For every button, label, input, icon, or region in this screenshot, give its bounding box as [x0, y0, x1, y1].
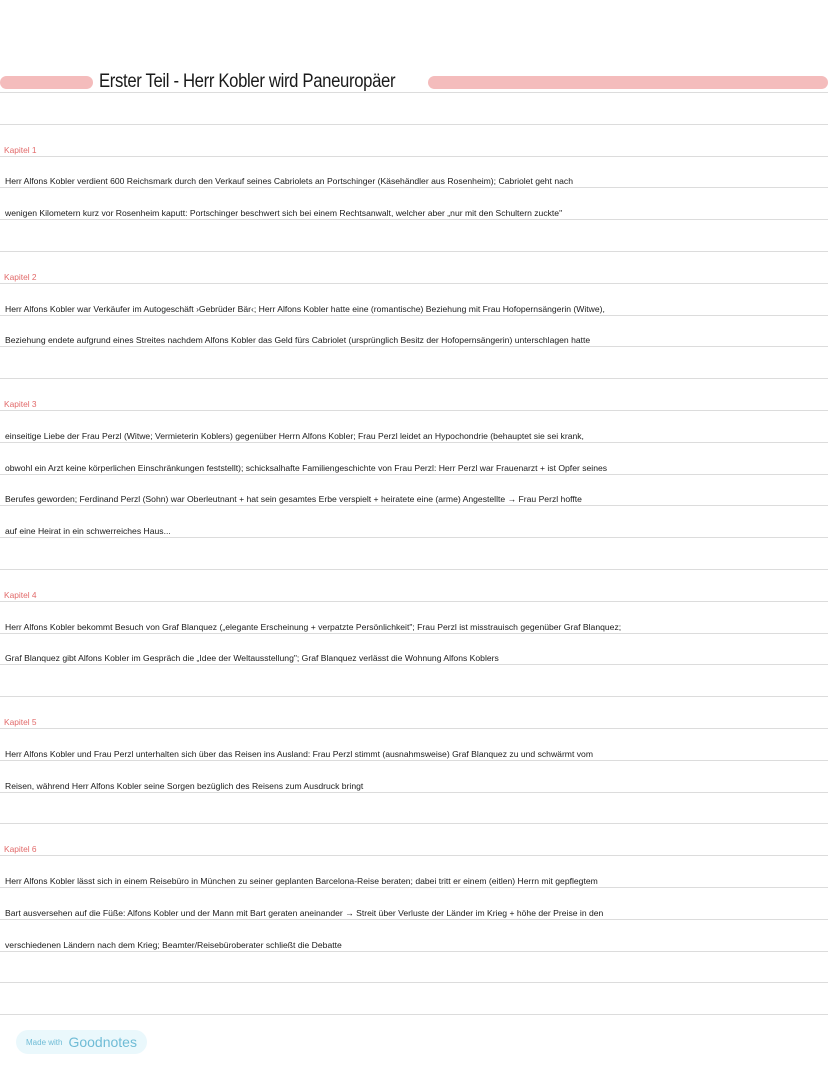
- ruled-line: [0, 187, 828, 188]
- ruled-line: [0, 951, 828, 952]
- note-line: auf eine Heirat in ein schwerreiches Haus...: [5, 526, 171, 537]
- title-highlight-left: [0, 76, 93, 89]
- note-line: Herr Alfons Kobler bekommt Besuch von Graf Blanquez („elegante Erscheinung + verpatzte Persönlichkeit"; Frau Perzl ist misstrauisch gegenüber Graf Blanquez;: [5, 621, 622, 632]
- chapter-heading: Kapitel 3: [4, 399, 37, 409]
- ruled-line: [0, 505, 828, 506]
- ruled-line: [0, 919, 828, 920]
- ruled-line: [0, 124, 828, 125]
- note-line: Reisen, während Herr Alfons Kobler seine Sorgen bezüglich des Reisens zum Ausdruck bringt: [5, 780, 364, 791]
- ruled-line: [0, 855, 828, 856]
- ruled-line: [0, 346, 828, 347]
- ruled-line: [0, 696, 828, 697]
- made-with-label: Made with: [26, 1037, 63, 1047]
- ruled-line: [0, 410, 828, 411]
- ruled-line: [0, 283, 828, 284]
- note-line: Herr Alfons Kobler und Frau Perzl unterhalten sich über das Reisen ins Ausland: Frau Perzl stimmt (ausnahmsweise) Graf Blanquez zu und schwärmt vom: [5, 748, 593, 759]
- ruled-line: [0, 823, 828, 824]
- note-line: Herr Alfons Kobler war Verkäufer im Autogeschäft ›Gebrüder Bär‹; Herr Alfons Kobler hatte eine (romantische) Beziehung mit Frau Hofopernsängerin (Witwe),: [5, 303, 605, 314]
- ruled-line: [0, 251, 828, 252]
- ruled-line: [0, 601, 828, 602]
- note-line: obwohl ein Arzt keine körperlichen Einschränkungen feststellt); schicksalhafte Familiengeschichte von Frau Perzl: Herr Perzl war Frauenarzt + ist Opfer seines: [5, 462, 608, 473]
- page-title: Erster Teil - Herr Kobler wird Paneuropäer: [99, 71, 396, 92]
- note-line: wenigen Kilometern kurz vor Rosenheim kaputt: Portschinger beschwert sich bei einem Rechtsanwalt, welcher aber „nur mit den Schultern zuckte": [5, 208, 563, 219]
- ruled-line: [0, 760, 828, 761]
- ruled-line: [0, 156, 828, 157]
- ruled-line: [0, 537, 828, 538]
- ruled-line: [0, 664, 828, 665]
- chapter-heading: Kapitel 2: [4, 271, 37, 282]
- ruled-line: [0, 887, 828, 888]
- note-line: verschiedenen Ländern nach dem Krieg; Beamter/Reisebüroberater schließt die Debatte: [5, 939, 342, 950]
- ruled-line: [0, 219, 828, 220]
- note-line: Herr Alfons Kobler lässt sich in einem Reisebüro in München zu seiner geplanten Barcelona-Reise beraten; dabei tritt er einem (eitlen) Herrn mit gepflegtem: [5, 876, 598, 886]
- ruled-line: [0, 633, 828, 634]
- chapter-heading: Kapitel 6: [4, 844, 37, 855]
- chapter-heading: Kapitel 1: [4, 144, 37, 155]
- ruled-line: [0, 728, 828, 729]
- note-line: Beziehung endete aufgrund eines Streites nachdem Alfons Kobler das Geld fürs Cabriolet (ursprünglich Besitz der Hofopernsängerin) unterschlagen hatte: [5, 335, 591, 346]
- ruled-line: [0, 1014, 828, 1015]
- goodnotes-badge[interactable]: [16, 1030, 147, 1054]
- goodnotes-brand: Goodnotes: [68, 1034, 137, 1050]
- note-line: Graf Blanquez gibt Alfons Kobler im Gespräch die „Idee der Weltausstellung"; Graf Blanquez verlässt die Wohnung Alfons Koblers: [5, 653, 499, 664]
- ruled-line: [0, 442, 828, 443]
- ruled-line: [0, 792, 828, 793]
- ruled-line: [0, 569, 828, 570]
- note-line: Bart ausversehen auf die Füße: Alfons Kobler und der Mann mit Bart geraten aneinander → Streit über Verluste der Länder im Krieg + höhe der Preise in den: [5, 907, 604, 918]
- ruled-line: [0, 378, 828, 379]
- note-line: einseitige Liebe der Frau Perzl (Witwe; Vermieterin Koblers) gegenüber Herrn Alfons Kobler; Frau Perzl leidet an Hypochondrie (behauptet sie sei krank,: [5, 430, 584, 441]
- chapter-heading: Kapitel 4: [4, 589, 37, 600]
- chapter-heading: Kapitel 5: [4, 717, 37, 727]
- note-line: Berufes geworden; Ferdinand Perzl (Sohn) war Oberleutnant + hat sein gesamtes Erbe verspielt + heiratete eine (arme) Angestellte → Frau Perzl hoffte: [5, 494, 582, 505]
- title-highlight-right: [428, 76, 828, 89]
- ruled-line: [0, 982, 828, 983]
- note-line: Herr Alfons Kobler verdient 600 Reichsmark durch den Verkauf seines Cabriolets an Portschinger (Käsehändler aus Rosenheim); Cabriolet geht nach: [5, 176, 573, 187]
- ruled-line: [0, 474, 828, 475]
- ruled-line: [0, 315, 828, 316]
